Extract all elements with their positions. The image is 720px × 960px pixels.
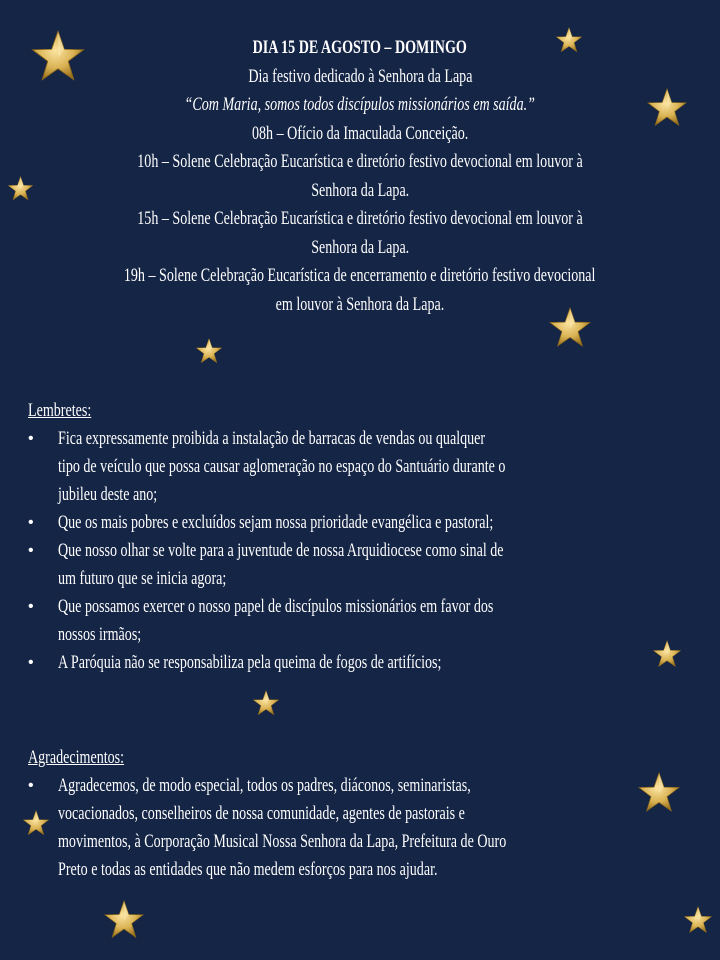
program-line: 15h – Solene Celebração Eucarística e diretório festivo devocional em louvor à	[137, 208, 583, 229]
list-item: • Que os mais pobres e excluídos sejam nossa prioridade evangélica e pastoral;	[28, 509, 708, 537]
program-line: 10h – Solene Celebração Eucarística e diretório festivo devocional em louvor à	[137, 151, 583, 172]
program-theme-quote: “Com Maria, somos todos discípulos missionários em saída.”	[184, 94, 536, 115]
bullet-icon: •	[28, 542, 34, 559]
bullet-icon: •	[28, 598, 34, 615]
star-icon	[683, 906, 713, 936]
bullet-icon: •	[28, 514, 34, 531]
program-line: 19h – Solene Celebração Eucarística de encerramento e diretório festivo devocional	[124, 265, 596, 286]
star-icon	[103, 900, 145, 942]
program-line: em louvor à Senhora da Lapa.	[275, 293, 445, 315]
list-item: • Agradecemos, de modo especial, todos os padres, diáconos, seminaristas, vocacionados, conselheiros de nossa comunidade, agentes de pastorais e movimentos, à Corporação Musical Nossa Senhora da Lapa, Prefeitura de Ouro Preto e todas as entidades que não medem esforços para nos ajudar.	[28, 772, 708, 884]
star-icon	[252, 690, 280, 718]
list-item: • Que nosso olhar se volte para a juventude de nossa Arquidiocese como sinal de um futuro que se inicia agora;	[28, 537, 708, 593]
star-icon	[195, 338, 223, 366]
program-section	[0, 34, 720, 319]
program-subtitle: Dia festivo dedicado à Senhora da Lapa	[247, 65, 473, 87]
program-line: Senhora da Lapa.	[310, 236, 409, 258]
bullet-icon: •	[28, 654, 34, 671]
bullet-icon: •	[28, 430, 34, 447]
program-line: Senhora da Lapa.	[310, 179, 409, 201]
thanks-section	[28, 744, 708, 884]
bullet-icon: •	[28, 777, 34, 794]
thanks-title: Agradecimentos:	[28, 747, 125, 768]
program-line: 08h – Ofício da Imaculada Conceição.	[251, 122, 469, 144]
reminders-title: Lembretes:	[28, 400, 92, 421]
list-item: • A Paróquia não se responsabiliza pela queima de fogos de artifícios;	[28, 649, 708, 677]
reminders-section	[28, 397, 708, 677]
program-date-heading: DIA 15 DE AGOSTO – DOMINGO	[252, 37, 468, 58]
list-item: • Que possamos exercer o nosso papel de discípulos missionários em favor dos nossos irmãos;	[28, 593, 708, 649]
list-item: • Fica expressamente proibida a instalação de barracas de vendas ou qualquer tipo de veículo que possa causar aglomeração no espaço do Santuário durante o jubileu deste ano;	[28, 425, 708, 509]
